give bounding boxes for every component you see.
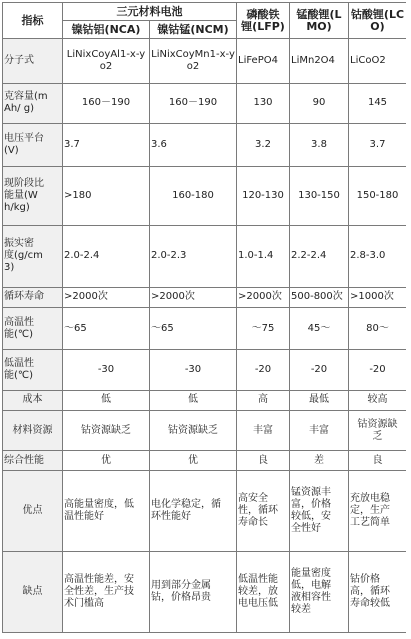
header-lfp: [237, 3, 290, 39]
row-high-temp: [3, 307, 407, 349]
cell-low-temp-lco: -20: [349, 350, 407, 390]
label-energy-density: [3, 166, 63, 226]
cell-resources-nca: 钴资源缺乏: [63, 410, 150, 450]
row-advantages: [3, 471, 407, 552]
cell-overall-lfp: 良: [237, 451, 290, 471]
row-cycle-life: [3, 287, 407, 307]
cell-energy-nca: >180: [63, 166, 150, 226]
cell-resources-ncm: 钴资源缺乏: [150, 410, 237, 450]
cell-resources-lfp: 丰富: [237, 410, 290, 450]
cell-capacity-lco: 145: [349, 83, 407, 123]
cell-tap-lfp: 1.0-1.4: [237, 226, 290, 288]
cell-text: 低温性能: [238, 574, 278, 586]
cell-text: 电电压低: [238, 598, 278, 610]
cell-voltage-nca: 3.7: [63, 124, 150, 166]
cell-resources-lmo: 丰富: [290, 410, 349, 450]
label-text: 能量(W: [4, 189, 38, 201]
cell-cost-ncm: 低: [150, 390, 237, 410]
cell-text: 钴，价格昂贵: [151, 592, 211, 604]
header-lmo-line1: 锰酸锂(L: [296, 7, 342, 21]
label-text: 能(℃): [4, 328, 34, 340]
cell-text: 用到部分金属: [151, 580, 211, 592]
label-formula: 分子式: [3, 39, 63, 83]
label-tap-density: [3, 226, 63, 288]
cell-text: 较差: [291, 604, 311, 616]
cell-text: 钴价格: [350, 574, 380, 586]
cell-text: 术门槛高: [64, 598, 104, 610]
header-lfp-line2: 锂(LFP): [241, 19, 285, 33]
cell-overall-nca: 优: [63, 451, 150, 471]
cell-dis-lmo: [290, 552, 349, 633]
cell-capacity-lfp: 130: [237, 83, 290, 123]
cell-tap-ncm: 2.0-2.3: [150, 226, 237, 288]
cell-high-temp-lco: 80～: [349, 307, 407, 349]
label-text: 现阶段比: [4, 177, 44, 189]
cell-text: o2: [99, 61, 113, 73]
cell-low-temp-lfp: -20: [237, 350, 290, 390]
cell-text: 高，循环: [350, 586, 390, 598]
cell-dis-lfp: [237, 552, 290, 633]
cell-text: 性，循环: [238, 505, 278, 517]
label-text: h/kg): [4, 201, 30, 213]
cell-formula-lmo: LiMn2O4: [290, 39, 349, 83]
battery-comparison-page: [2, 2, 406, 633]
header-metric: 指标: [3, 3, 63, 39]
cell-cost-lfp: 高: [237, 390, 290, 410]
header-lco-line1: 钴酸锂(LC: [350, 7, 405, 21]
row-formula: [3, 39, 407, 83]
cell-voltage-ncm: 3.6: [150, 124, 237, 166]
cell-low-temp-lmo: -20: [290, 350, 349, 390]
label-text: 3): [4, 262, 15, 274]
cell-cost-nca: 低: [63, 390, 150, 410]
cell-high-temp-ncm: ～65: [150, 307, 237, 349]
header-lco-line2: O): [370, 19, 385, 33]
cell-voltage-lmo: 3.8: [290, 124, 349, 166]
cell-adv-nca: [63, 471, 150, 552]
label-cycle-life: 循环寿命: [3, 287, 63, 307]
cell-text: 能量密度: [291, 568, 331, 580]
header-ternary: 三元材料电池: [63, 3, 237, 21]
cell-voltage-lfp: 3.2: [237, 124, 290, 166]
cell-formula-ncm: [150, 39, 237, 83]
label-low-temp: [3, 350, 63, 390]
label-text: 能(℃): [4, 369, 34, 381]
cell-cycle-lco: >1000次: [349, 287, 407, 307]
row-energy-density: [3, 166, 407, 226]
cell-energy-lfp: 120-130: [237, 166, 290, 226]
cell-text: 温性能好: [64, 511, 104, 523]
cell-voltage-lco: 3.7: [349, 124, 407, 166]
cell-formula-nca: [63, 39, 150, 83]
label-text: 度(g/cm: [4, 250, 43, 262]
label-text: 高温性: [4, 316, 34, 328]
cell-high-temp-lmo: 45～: [290, 307, 349, 349]
label-text: 低温性: [4, 357, 34, 369]
header-lmo: [290, 3, 349, 39]
cell-text: 工艺简单: [350, 517, 390, 529]
row-tap-density: [3, 226, 407, 288]
cell-text: 定，生产: [350, 505, 390, 517]
cell-text: 液相容性: [291, 592, 331, 604]
cell-text: 充放电稳: [350, 493, 390, 505]
cell-resources-lco: [349, 410, 407, 450]
cell-tap-nca: 2.0-2.4: [63, 226, 150, 288]
label-text: Ah/ g): [4, 103, 34, 115]
cell-dis-lco: [349, 552, 407, 633]
label-cost: 成本: [3, 390, 63, 410]
cell-text: 高安全: [238, 493, 268, 505]
label-text: 振实密: [4, 238, 34, 250]
cell-text: 电化学稳定，循: [151, 499, 221, 511]
header-ncm: 镍钴锰(NCM): [150, 21, 237, 39]
label-overall: 综合性能: [3, 451, 63, 471]
cell-text: 寿命长: [238, 517, 268, 529]
cell-cycle-ncm: >2000次: [150, 287, 237, 307]
label-resources: 材料资源: [3, 410, 63, 450]
cell-adv-lmo: [290, 471, 349, 552]
cell-text: 全性好: [291, 523, 321, 535]
cell-text: 高温性能差，安: [64, 574, 134, 586]
cell-formula-lfp: LiFePO4: [237, 39, 290, 83]
label-text: (V): [4, 144, 19, 156]
cell-text: 较差，放: [238, 586, 278, 598]
cell-dis-ncm: [150, 552, 237, 633]
cell-text: 钴资源缺: [357, 418, 398, 430]
cell-overall-ncm: 优: [150, 451, 237, 471]
cell-text: LiNixCoyAl1-x-y: [66, 49, 146, 61]
cell-low-temp-ncm: -30: [150, 350, 237, 390]
cell-text: 高能量密度，低: [64, 499, 134, 511]
header-lco: [349, 3, 407, 39]
cell-text: 全性差，生产技: [64, 586, 134, 598]
cell-text: 锰资源丰: [291, 487, 331, 499]
label-high-temp: [3, 307, 63, 349]
cell-text: 低，电解: [291, 580, 331, 592]
label-text: 克容量(m: [4, 91, 48, 103]
row-overall: [3, 451, 407, 471]
label-capacity: [3, 83, 63, 123]
cell-cycle-lmo: 500-800次: [290, 287, 349, 307]
cell-text: o2: [186, 61, 200, 73]
cell-low-temp-nca: -30: [63, 350, 150, 390]
cell-text: LiNixCoyMn1-x-y: [151, 49, 235, 61]
row-capacity: [3, 83, 407, 123]
label-text: 电压平台: [4, 132, 44, 144]
cell-capacity-lmo: 90: [290, 83, 349, 123]
cell-overall-lmo: 差: [290, 451, 349, 471]
cell-cycle-nca: >2000次: [63, 287, 150, 307]
cell-adv-ncm: [150, 471, 237, 552]
cell-cycle-lfp: >2000次: [237, 287, 290, 307]
cell-text: 环性能好: [151, 511, 191, 523]
cell-adv-lfp: [237, 471, 290, 552]
cell-tap-lmo: 2.2-2.4: [290, 226, 349, 288]
header-nca: 镍钴铝(NCA): [63, 21, 150, 39]
label-advantages: 优点: [3, 471, 63, 552]
cell-adv-lco: [349, 471, 407, 552]
cell-high-temp-lfp: ～75: [237, 307, 290, 349]
header-lmo-line2: MO): [306, 19, 332, 33]
header-row: [3, 3, 407, 21]
cell-text: 富，价格: [291, 499, 331, 511]
cell-text: 乏: [372, 430, 383, 442]
cell-capacity-nca: 160－190: [63, 83, 150, 123]
cell-energy-lmo: 130-150: [290, 166, 349, 226]
cell-energy-lco: 150-180: [349, 166, 407, 226]
cell-cost-lmo: 最低: [290, 390, 349, 410]
row-voltage: [3, 124, 407, 166]
row-cost: [3, 390, 407, 410]
label-voltage: [3, 124, 63, 166]
cell-text: 较低，安: [291, 511, 331, 523]
row-disadvantages: [3, 552, 407, 633]
cell-capacity-ncm: 160－190: [150, 83, 237, 123]
cell-dis-nca: [63, 552, 150, 633]
cell-energy-ncm: 160-180: [150, 166, 237, 226]
cell-formula-lco: LiCoO2: [349, 39, 407, 83]
battery-comparison-table: [2, 2, 406, 633]
row-resources: [3, 410, 407, 450]
cell-tap-lco: 2.8-3.0: [349, 226, 407, 288]
row-low-temp: [3, 350, 407, 390]
header-lfp-line1: 磷酸铁: [246, 7, 280, 21]
cell-overall-lco: 良: [349, 451, 407, 471]
cell-cost-lco: 较高: [349, 390, 407, 410]
label-disadvantages: 缺点: [3, 552, 63, 633]
cell-text: 寿命较低: [350, 598, 390, 610]
cell-high-temp-nca: ～65: [63, 307, 150, 349]
